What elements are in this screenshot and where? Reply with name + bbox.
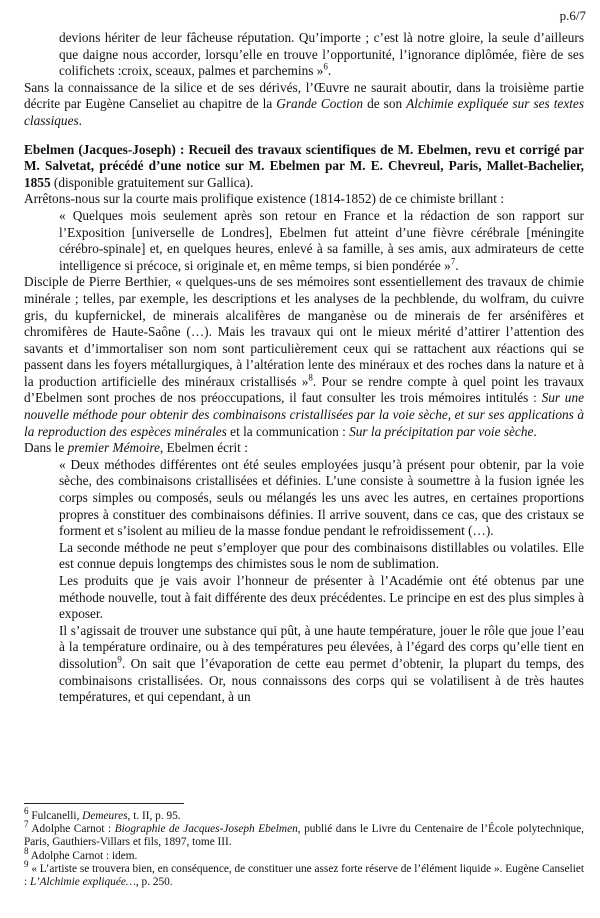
quote-3-paragraph-3: Les produits que je vais avoir l’honneur de présenter à l’Académie ont été obtenus par une méthode nouvelle, tout à fait différente des deux précédentes. Le principe en est des plus simples à exposer. (59, 573, 584, 622)
quote-text: Il s’agissait de trouver une substance qui pût, à une haute température, jouer le rôle que joue l’eau à la température ordinaire, ou à des températures peu élevées, à l’égard des corps qu’elle tient en dissolution (59, 622, 584, 671)
paragraph-text: . (533, 423, 537, 439)
paragraph-text: de son (363, 96, 407, 112)
italic-title: Sur une nouvelle méthode pour obtenir des combinaisons cristallisées par la voie sèche, et sur ses applications à la reproduction des espèces minérales (24, 390, 584, 439)
paragraph-text: et la communication : (226, 423, 350, 439)
italic-title: Alchimie expliquée sur ses textes classiques (24, 96, 584, 128)
footnote-ref-7[interactable]: 7 (450, 256, 456, 267)
paragraph-text: Dans le (24, 440, 68, 456)
page-number: p.6/7 (559, 8, 586, 23)
footnote-text: Adolphe Carnot : (28, 823, 115, 836)
footnote-separator (24, 803, 184, 804)
footnote-6 (24, 806, 584, 823)
paragraph-text: . Pour se rendre compte à quel point les travaux d’Ebelmen sont proches de nos préoccupations, il faut consulter les trois mémoires intitulés : (24, 373, 584, 406)
italic-title: premier Mémoire (67, 440, 161, 456)
paragraph-text: Disciple de Pierre Berthier, « quelques-uns de ses mémoires sont essentiellement des travaux de chimie minérale ; telles, par exemple, les descriptions et les analyses de la pechblende, du wolfram, du cuivre gris, du kupfernickel, de minerais alcalifères de manganèse ou de minerais de fer arsénifères et chromifères de Haute-Saône (…). Mais les travaux qui ont le mieux mérité d’attirer l’attention des savants et d’immortaliser son nom sont particulièrement ceux qui se rattachent aux réactions qui se passent dans les foyers métallurgiques, à l’altération lente des minéraux et des roches dans la nature et à la production artificielle des minéraux cristallisés » (24, 274, 584, 389)
quote-3-paragraph-1: « Deux méthodes différentes ont été seules employées jusqu’à présent pour obtenir, par la voie sèche, des combinaisons cristallisées et définies. L’une consiste à soumettre à la fusion ignée les corps simples ou composés, seuls ou mélangés les uns avec les autres, en certaines proportions propres à constituer des combinaisons définies. Il arrive souvent, dans ce cas, que des cristaux se forment et s’isolent au milieu de la masse fondue pendant le refroidissement (…). (59, 456, 584, 539)
paragraph-silice (24, 80, 584, 130)
quote-3-paragraph-4 (24, 623, 584, 706)
footnote-text: , p. 250. (135, 876, 173, 889)
paragraph-memoire (24, 440, 584, 457)
italic-title: Grande Coction (276, 96, 364, 112)
quote-text: . On sait que l’évaporation de cette eau permet d’obtenir, la plupart du temps, des combinaisons cristallisées. Or, nous connaissons des corps qui se volatilisent à de très hautes températures, et qui cependant, à un (59, 655, 584, 705)
bibliography-heading (24, 142, 584, 192)
footnote-number: 9 (24, 859, 29, 870)
footnotes (24, 806, 584, 889)
footnote-italic: Demeures (82, 810, 128, 822)
paragraph-gap (24, 130, 584, 142)
ebelmen-heading: Ebelmen (Jacques-Joseph) : Recueil des travaux scientifiques de M. Ebelmen, revu et corrigé par M. Salvetat, précédé d’une notice sur M. Ebelmen par M. E. Chevreul, Paris, Mallet-Bachelier, 1855 (24, 141, 584, 190)
paragraph-intro: Arrêtons-nous sur la courte mais prolifique existence (1814-1852) de ce chimiste brillant : (24, 191, 505, 207)
paragraph-text: , Ebelmen écrit : (160, 440, 248, 456)
main-text (24, 30, 584, 706)
footnote-ref-8[interactable]: 8 (308, 372, 313, 383)
quote-2-text: « Quelques mois seulement après son retour en France et la rédaction de son rapport sur l’Exposition [universelle de Londres], Ebelmen fut atteint d’une fièvre cérébrale [méningite cérébro-spinale] et, en quelques heures, enlevé à sa famille, à ses amis, aux admirateurs de cette intelligence si précoce, si originale et, en même temps, si bien pondérée » (59, 207, 584, 273)
footnote-text: , publié dans le Livre du Centenaire de l’École polytechnique, Paris, Gauthiers-Villars et fils, 1897, tome III. (24, 823, 584, 849)
footnote-text: Fulcanelli, (28, 810, 83, 822)
footnote-ref-6[interactable]: 6 (323, 61, 328, 72)
footnote-number: 8 (24, 845, 29, 856)
footnote-9 (24, 859, 584, 889)
footnote-text: , t. II, p. 95. (127, 810, 181, 822)
footnote-text: « L’artiste se trouvera bien, en conséquence, de constituer une assez forte réserve de l’élément liquide ». Eugène Canseliet : (24, 862, 584, 889)
footnote-number: 7 (24, 819, 29, 830)
paragraph-text: . (78, 112, 82, 128)
paragraph-disciple (24, 274, 584, 440)
quote-3-paragraph-2: La seconde méthode ne peut s’employer que pour des combinaisons distillables ou volatiles. Elle est connue depuis longtemps des chimistes sous le nom de sublimation. (59, 539, 584, 572)
footnote-ref-9[interactable]: 9 (117, 654, 122, 665)
footnote-italic: L’Alchimie expliquée… (29, 876, 136, 889)
italic-title: Sur la précipitation par voie sèche (349, 423, 534, 439)
quote-paragraph-2: « Quelques mois seulement après son retour en France et la rédaction de son rapport sur l’Exposition [universelle de Londres], Ebelmen fut atteint d’une fièvre cérébrale [méningite cérébro-spinale] et, en quelques heures, enlevé à sa famille, à ses amis, aux admirateurs de cette intelligence si précoce, si originale et, en même temps, si bien pondérée »$^7$. (59, 207, 584, 273)
quote-1-text: devions hériter de leur fâcheuse réputation. Qu’importe ; c’est là notre gloire, la seule d’ailleurs que daigne nous accorder, lorsqu’elle en trouve l’opportunité, l’ignorance diplômée, fière de ses colifichets :croix, sceaux, palmes et parchemins » (59, 30, 584, 79)
footnote-italic: Biographie de Jacques-Joseph Ebelmen (114, 823, 298, 836)
footnote-text: Adolphe Carnot : idem. (28, 849, 138, 862)
quote-paragraph-1: devions hériter de leur fâcheuse réputation. Qu’importe ; c’est là notre gloire, la seule d’ailleurs que daigne nous accorder, lorsqu’elle en trouve l’opportunité, l’ignorance diplômée, fière de ses colifichets :croix, sceaux, palmes et parchemins »$^6$. (59, 30, 584, 79)
footnote-8 (24, 845, 584, 863)
footnote-number: 6 (24, 806, 29, 817)
footnote-7 (24, 819, 584, 849)
heading-note: (disponible gratuitement sur Gallica). (50, 174, 254, 190)
paragraph-text: Sans la connaissance de la silice et de ses dérivés, l’Œuvre ne saurait aboutir, dans la troisième partie décrite par Eugène Canseliet au chapitre de la (24, 79, 584, 112)
